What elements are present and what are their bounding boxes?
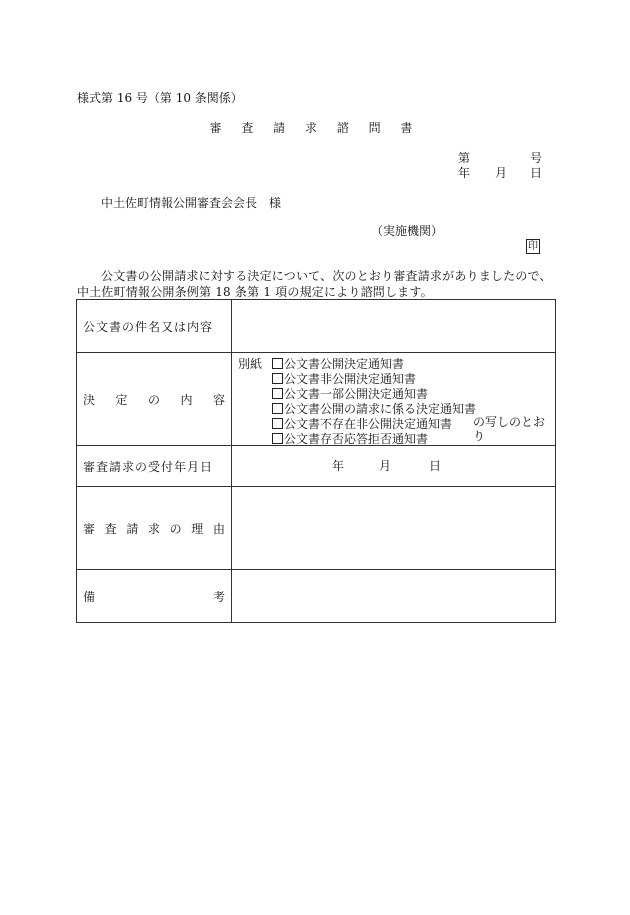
decision-label-char: 決: [83, 392, 96, 407]
receipt-year-unit: 年: [332, 459, 345, 473]
checkbox-icon[interactable]: [272, 403, 283, 414]
receipt-date-label-text: 審査請求の受付年月日: [83, 459, 214, 474]
subject-label-text: 公文書の件名又は内容: [83, 319, 214, 334]
checkbox-icon[interactable]: [272, 418, 283, 429]
table-row-reason: [77, 487, 556, 570]
attachment-prefix: 別紙: [238, 357, 263, 371]
decision-option[interactable]: 公文書一部公開決定通知書: [272, 387, 476, 402]
decision-value-cell: [232, 353, 556, 446]
receipt-date-label: [77, 446, 232, 487]
receipt-date-value-cell[interactable]: [232, 446, 556, 487]
date-year: 年: [458, 166, 471, 180]
reason-label-char: 査: [104, 521, 117, 536]
date-day: 日: [529, 166, 542, 180]
remarks-label-char: 考: [212, 589, 225, 604]
decision-options: [272, 357, 476, 447]
decision-option[interactable]: 公文書公開決定通知書: [272, 357, 476, 372]
body-paragraph: 公文書の公開請求に対する決定について、次のとおり審査請求がありましたので、中土佐町情報公開条例第 18 条第 1 項の規定により諮問します。: [77, 269, 552, 299]
receipt-day-unit: 日: [429, 459, 442, 473]
decision-label-char: 容: [212, 392, 225, 407]
copy-suffix: の写しのとおり: [473, 415, 546, 443]
implementing-agency-label: （実施機関）: [371, 224, 444, 238]
decision-option[interactable]: 公文書非公開決定通知書: [272, 372, 476, 387]
table-row-decision: [77, 353, 556, 446]
checkbox-icon[interactable]: [272, 373, 283, 384]
date-month: 月: [495, 166, 508, 180]
form-number: 様式第 16 号（第 10 条関係）: [77, 91, 243, 105]
decision-option[interactable]: 公文書不存在非公開決定通知書: [272, 417, 476, 432]
decision-label-char: の: [147, 392, 160, 407]
checkbox-icon[interactable]: [272, 433, 283, 444]
remarks-label-char: 備: [83, 589, 96, 604]
decision-option[interactable]: 公文書存否応答拒否通知書: [272, 432, 476, 447]
number-suffix: 号: [529, 151, 542, 165]
reason-label-char: 請: [126, 521, 139, 536]
table-row-receipt-date: [77, 446, 556, 487]
decision-label: [77, 353, 232, 446]
reason-value-cell[interactable]: [232, 487, 556, 570]
receipt-month-unit: 月: [379, 459, 392, 473]
subject-value-cell[interactable]: [232, 300, 556, 353]
reason-label: [77, 487, 232, 570]
reason-label-char: 審: [83, 521, 96, 536]
checkbox-icon[interactable]: [272, 358, 283, 369]
addressee: 中土佐町情報公開審査会会長 様: [101, 196, 282, 210]
remarks-value-cell[interactable]: [232, 570, 556, 623]
decision-option[interactable]: 公文書公開の請求に係る決定通知書: [272, 402, 476, 417]
seal-mark: 印: [528, 241, 538, 252]
reason-label-char: 求: [147, 521, 160, 536]
reason-label-char: の: [169, 521, 182, 536]
decision-label-char: 定: [115, 392, 128, 407]
table-row-remarks: [77, 570, 556, 623]
checkbox-icon[interactable]: [272, 388, 283, 399]
document-title: 審 査 請 求 諮 問 書: [209, 121, 421, 135]
reason-label-char: 由: [212, 521, 225, 536]
request-table: [76, 299, 556, 623]
remarks-label: [77, 570, 232, 623]
number-prefix: 第: [458, 151, 471, 165]
decision-label-char: 内: [180, 392, 193, 407]
reason-label-char: 理: [191, 521, 204, 536]
subject-label: [77, 300, 232, 353]
table-row-subject: [77, 300, 556, 353]
